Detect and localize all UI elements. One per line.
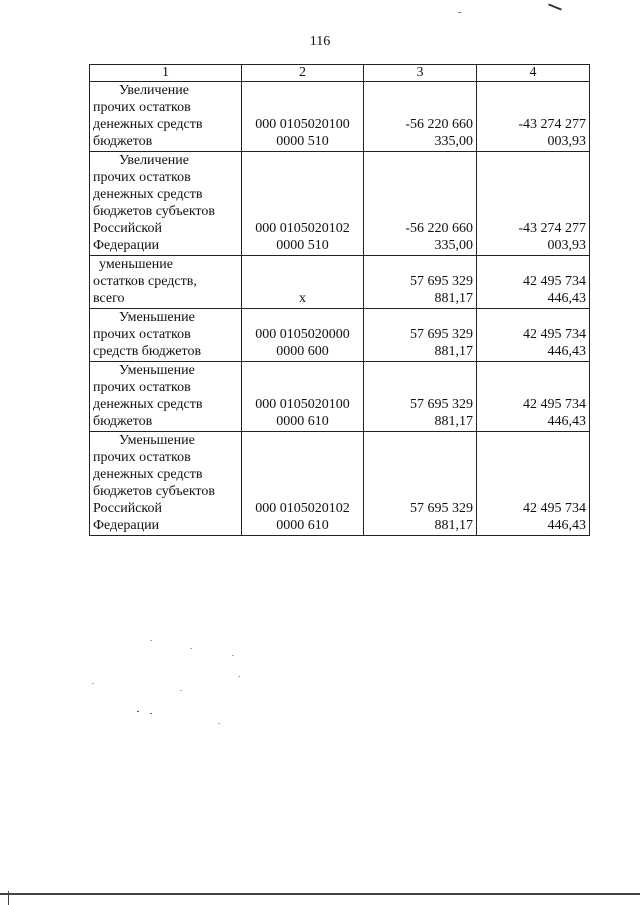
row-col3-value-line: 57 695 329	[410, 501, 473, 516]
row-col4-value-line: 446,43	[547, 291, 586, 306]
row-name-cell-line: остатков средств,	[93, 274, 197, 289]
row-col3-value	[364, 82, 477, 152]
row-col3-value-line: 881,17	[434, 518, 473, 533]
scan-speck	[137, 711, 139, 712]
scan-speck	[150, 713, 152, 714]
row-col3-value	[364, 152, 477, 256]
row-col4-value-line: -43 274 277	[518, 117, 586, 132]
row-code-cell-line: 0000 610	[276, 414, 329, 429]
row-name-cell-line: Увеличение	[119, 83, 190, 98]
row-col4-value	[477, 362, 590, 432]
row-code-cell-line: 000 0105020102	[255, 221, 350, 236]
row-code-cell-line: 000 0105020102	[255, 501, 350, 516]
row-name-cell-line: Федерации	[93, 518, 160, 533]
row-code-cell	[242, 309, 364, 362]
row-name-cell-line: прочих остатков	[93, 380, 191, 395]
table-row	[90, 256, 590, 309]
scan-speck	[238, 676, 240, 677]
scan-speck	[232, 655, 234, 656]
row-name-cell-line: Федерации	[93, 238, 160, 253]
scan-speck	[218, 723, 220, 724]
row-name-cell-line: Российской	[93, 221, 162, 236]
row-name-cell-line: прочих остатков	[93, 170, 191, 185]
budget-sources-table	[89, 64, 590, 536]
row-col4-value	[477, 309, 590, 362]
row-name-cell	[90, 362, 242, 432]
header-col-1: 1	[90, 65, 242, 82]
row-col4-value-line: 446,43	[547, 344, 586, 359]
row-name-cell	[90, 309, 242, 362]
row-name-cell-line: прочих остатков	[93, 327, 191, 342]
header-col-3: 3	[364, 65, 477, 82]
row-code-cell	[242, 82, 364, 152]
table-row	[90, 362, 590, 432]
row-col3-value	[364, 362, 477, 432]
row-col4-value-line: 446,43	[547, 414, 586, 429]
header-col-4: 4	[477, 65, 590, 82]
row-name-cell	[90, 256, 242, 309]
row-name-cell-line: прочих остатков	[93, 100, 191, 115]
table-header-row	[90, 65, 590, 82]
scan-artifact-mark	[548, 3, 562, 10]
row-name-cell-line: Уменьшение	[119, 310, 195, 325]
row-col4-value-line: -43 274 277	[518, 221, 586, 236]
row-col4-value	[477, 152, 590, 256]
row-col3-value	[364, 256, 477, 309]
row-code-cell-line: 0000 510	[276, 238, 329, 253]
table-body	[90, 82, 590, 536]
row-name-cell-line: прочих остатков	[93, 450, 191, 465]
row-code-cell-line: 0000 600	[276, 344, 329, 359]
row-name-cell-line: бюджетов субъектов	[93, 484, 215, 499]
scan-speck	[190, 648, 192, 649]
row-col3-value-line: 881,17	[434, 291, 473, 306]
row-code-cell-line: 0000 510	[276, 134, 329, 149]
row-name-cell-line: уменьшение	[99, 257, 173, 272]
row-col4-value	[477, 432, 590, 536]
table-row	[90, 309, 590, 362]
row-code-cell-line: 000 0105020100	[255, 117, 350, 132]
row-name-cell-line: бюджетов	[93, 134, 153, 149]
row-code-cell	[242, 432, 364, 536]
row-col3-value-line: 57 695 329	[410, 327, 473, 342]
row-col3-value-line: 335,00	[434, 134, 473, 149]
row-code-cell-line: 000 0105020000	[255, 327, 350, 342]
row-name-cell-line: Увеличение	[119, 153, 190, 168]
row-name-cell-line: средств бюджетов	[93, 344, 202, 359]
row-name-cell-line: денежных средств	[93, 467, 203, 482]
row-col4-value-line: 42 495 734	[523, 327, 586, 342]
row-code-cell-line: 0000 610	[276, 518, 329, 533]
row-name-cell-line: денежных средств	[93, 397, 203, 412]
footer-rule	[0, 893, 640, 895]
row-col4-value-line: 42 495 734	[523, 274, 586, 289]
row-code-cell	[242, 362, 364, 432]
row-col4-value-line: 42 495 734	[523, 397, 586, 412]
row-col3-value-line: 57 695 329	[410, 274, 473, 289]
row-col4-value	[477, 256, 590, 309]
row-col4-value-line: 42 495 734	[523, 501, 586, 516]
row-code-cell	[242, 152, 364, 256]
row-col3-value	[364, 432, 477, 536]
scan-speck	[150, 640, 152, 641]
row-name-cell-line: Российской	[93, 501, 162, 516]
table-row	[90, 82, 590, 152]
footer-tick	[8, 891, 9, 905]
row-col3-value-line: -56 220 660	[405, 221, 473, 236]
row-col4-value-line: 003,93	[547, 238, 586, 253]
row-name-cell-line: денежных средств	[93, 117, 203, 132]
page-number: 116	[309, 34, 331, 49]
scan-speck	[180, 690, 182, 691]
row-col3-value-line: 881,17	[434, 414, 473, 429]
row-name-cell	[90, 432, 242, 536]
row-code-cell-line: x	[299, 291, 306, 306]
row-name-cell-line: бюджетов	[93, 414, 153, 429]
table-row	[90, 152, 590, 256]
row-name-cell-line: денежных средств	[93, 187, 203, 202]
scan-artifact-dot	[458, 12, 461, 13]
row-col3-value-line: 57 695 329	[410, 397, 473, 412]
row-name-cell-line: всего	[93, 291, 125, 306]
scan-speck	[92, 683, 94, 684]
row-col4-value	[477, 82, 590, 152]
row-name-cell	[90, 152, 242, 256]
row-col4-value-line: 446,43	[547, 518, 586, 533]
row-name-cell-line: бюджетов субъектов	[93, 204, 215, 219]
row-col3-value	[364, 309, 477, 362]
row-col4-value-line: 003,93	[547, 134, 586, 149]
row-col3-value-line: 335,00	[434, 238, 473, 253]
header-col-2: 2	[242, 65, 364, 82]
row-name-cell	[90, 82, 242, 152]
row-col3-value-line: -56 220 660	[405, 117, 473, 132]
row-name-cell-line: Уменьшение	[119, 433, 195, 448]
row-code-cell	[242, 256, 364, 309]
row-name-cell-line: Уменьшение	[119, 363, 195, 378]
table-row	[90, 432, 590, 536]
row-col3-value-line: 881,17	[434, 344, 473, 359]
row-code-cell-line: 000 0105020100	[255, 397, 350, 412]
